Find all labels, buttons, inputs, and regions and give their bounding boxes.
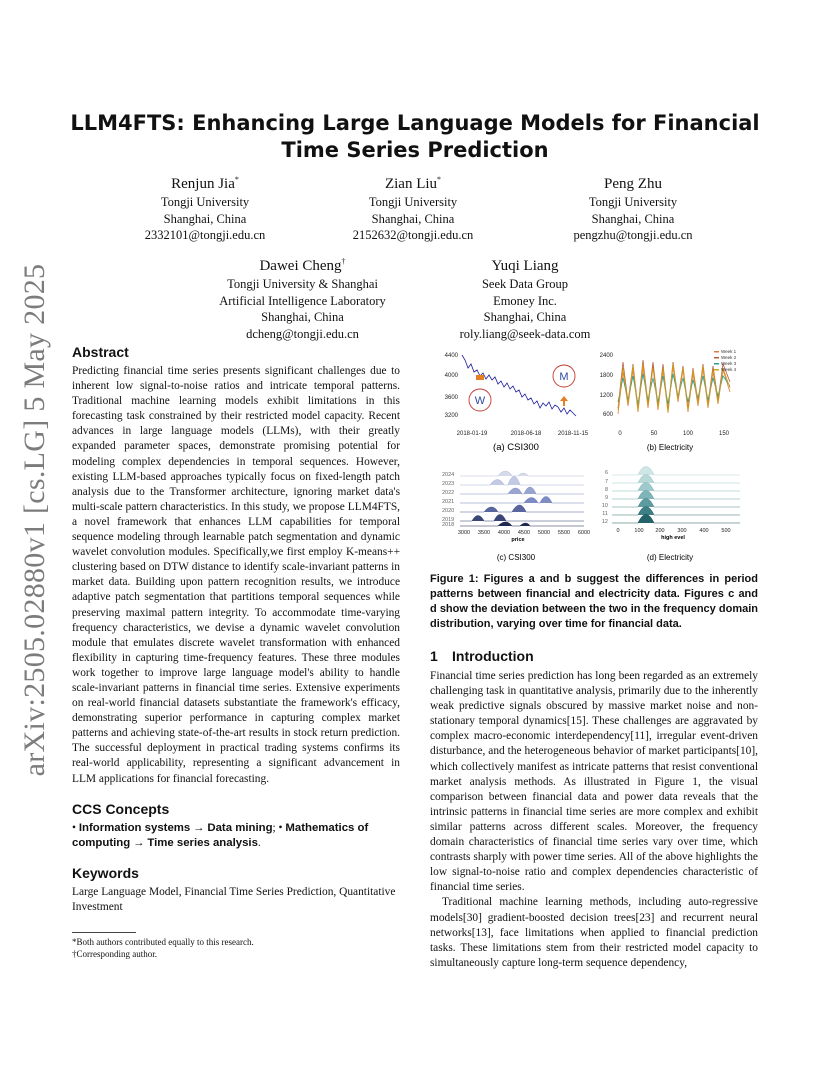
author-affiliation: Artificial Intelligence Laboratory <box>219 293 386 308</box>
panel-c-x-tick: 3000 <box>457 530 471 536</box>
panel-c-x-tick: 3500 <box>477 530 491 536</box>
pattern-letter-m: M <box>559 371 569 383</box>
panel-a-x-tick: 2018-11-15 <box>557 431 589 437</box>
pattern-letter-w: W <box>474 395 486 407</box>
panel-c-x-tick: 6000 <box>577 530 591 536</box>
paper-title: LLM4FTS: Enhancing Large Language Models for Financial Time Series Prediction <box>70 111 760 162</box>
keywords-text: Large Language Model, Financial Time Series Prediction, Quantitative Investment <box>72 885 396 913</box>
author-affiliation: Shanghai, China <box>483 310 567 324</box>
abstract-text: Predicting financial time series presents significant challenges due to inherent low signal-to-noise ratios and intricate temporal patterns. Traditional machine learning models exhibit limitations in this forecasting task constrained by their restricted model capacity. Recent advances in large language models (LLMs), with their greatly expanded parameter spaces, demonstrate promising potential for modeling complex dependencies in temporal sequences. However, existing LLM-based approaches typically focus on fixed-length patch analysis due to the Transformer architecture, ignoring market data's multi-scale pattern characteristics. In this study, we propose LLM4FTS, a novel framework that enhances LLM capabilities for temporal sequence modeling through learnable patch segmentation and dynamic wavelet convolution modules. Specifically,we first employ K-means++ clustering based on DTW distance to identify scale-invariant patterns in market data. Building upon pattern recognition results, we introduce adaptive patch segmentation that partitions temporal sequences while preserving maximal pattern integrity. To accommodate time-varying frequency characteristics, we devise a dynamic wavelet convolution module that emulates discrete wavelet transformation with enhanced flexibility in capturing time-frequency features. These three modules work together to improve large language model's ability to handle scale-invariant patterns in financial time series. Extensive experiments on real-world financial datasets substantiate the framework's efficacy, demonstrating superior performance in capturing complex market patterns and achieving state-of-the-art results in stock return prediction. The successful deployment in practical trading systems confirms its real-world applicability, representing a significant advancement in LLM applications for financial forecasting. <box>72 365 400 785</box>
author-block <box>430 252 620 342</box>
panel-d-row: 6 <box>604 470 608 476</box>
panel-b-y-tick: 2400 <box>599 353 613 359</box>
author-affiliation: Tongji University <box>368 195 458 209</box>
author-name: Peng Zhu <box>604 176 662 192</box>
author-block <box>200 252 405 342</box>
author-affiliation: Tongji University <box>160 195 250 209</box>
arxiv-identifier: arXiv:2505.02880v1 [cs.LG] 5 May 2025 <box>18 263 51 777</box>
panel-a-y-tick: 3200 <box>444 413 458 419</box>
intro-paragraph: Traditional machine learning methods, including auto-regressive models[30] gradient-boosted decision trees[23] and recurrent neural networks[13], face limitations when applied to financial prediction tasks. These limitations stem from their restricted model capacity to simultaneously capture long-term sequence dependency, <box>430 896 758 969</box>
right-column <box>430 572 758 971</box>
panel-d-row: 8 <box>604 487 608 493</box>
author-name: Renjun Jia* <box>171 175 239 192</box>
author-name: Zian Liu* <box>384 175 442 192</box>
panel-b <box>600 349 737 452</box>
subcaption-b: (b) Electricity <box>646 443 694 452</box>
ridge-e7 <box>612 475 740 484</box>
ccs-heading: CCS Concepts <box>72 800 170 817</box>
ridge-2019 <box>460 515 584 522</box>
author-block <box>538 170 728 244</box>
panel-b-legend-entry: Week 4 <box>721 367 737 372</box>
panel-c-year: 2022 <box>442 490 455 496</box>
author-affiliation: Emoney Inc. <box>493 293 557 308</box>
ccs-text: • Information systems → Data mining; • Mathematics of computing → Time series analysis. <box>72 821 369 849</box>
ridge-e9 <box>612 491 740 500</box>
panel-c-xlabel: price <box>511 537 525 543</box>
author-affiliation: Shanghai, China <box>591 211 675 226</box>
panel-c-year: 2024 <box>442 472 455 478</box>
footnote-rule <box>72 932 136 933</box>
panel-c-x-tick: 5000 <box>537 530 551 536</box>
panel-b-x-tick: 50 <box>650 431 658 437</box>
panel-d-row: 11 <box>602 511 608 517</box>
intro-paragraph: Financial time series prediction has long been regarded as an extremely challenging task in quantitative analysis, primarily due to the inherently weak predictive signals obscured by massive market noise and non-stationary temporal dynamics[15]. These challenges are aggravated by complex macro-economic interdependency[11], irregular event-driven disturbance, and the heterogeneous behavior of market participants[10], which collectively manifest as intricate patterns that resist conventional market analysis methods. As illustrated in Figure 1, the visual comparison between financial data and power data reveals that the intrinsic patterns in financial time series are more complex and exhibit similar patterns across different scales. Moreover, the frequency domain characteristics of financial time series vary over time, which contrasts sharply with power time series. All of the above highlights the low signal-to-noise ratio and complex dependencies characteristic of financial time series. <box>430 670 758 894</box>
author-affiliation: Shanghai, China <box>261 310 344 324</box>
down-arrow-icon <box>476 375 484 385</box>
panel-c <box>442 471 590 562</box>
author-affiliation: Tongji University <box>588 195 678 209</box>
section-heading <box>430 648 758 664</box>
ridge-2021 <box>460 497 584 504</box>
panel-d-x-tick: 100 <box>634 528 644 534</box>
panel-a-y-tick: 3600 <box>444 395 458 401</box>
author-affiliation: Shanghai, China <box>371 211 455 226</box>
panel-b-legend-entry: Week 1 <box>721 349 737 354</box>
author-name: Dawei Cheng† <box>259 257 346 274</box>
ridge-e6 <box>612 467 740 476</box>
ridge-2022 <box>460 487 584 494</box>
panel-a-y-tick: 4400 <box>444 353 458 359</box>
keywords-heading: Keywords <box>72 864 139 881</box>
panel-b-legend <box>714 349 737 372</box>
subcaption-a: (a) CSI300 <box>493 442 539 453</box>
author-email: pengzhu@tongji.edu.cn <box>573 228 693 242</box>
ridge-e10 <box>612 499 740 508</box>
panel-b-legend-entry: Week 3 <box>721 361 737 366</box>
ridge-2023 <box>460 477 584 486</box>
ridge-e8 <box>612 483 740 492</box>
panel-b-x-tick: 150 <box>718 431 730 437</box>
panel-b-y-tick: 1800 <box>599 373 613 379</box>
panel-c-year: 2021 <box>442 499 455 505</box>
section-number: 1 <box>430 648 438 664</box>
panel-d-row: 9 <box>604 495 608 501</box>
author-block <box>110 170 300 244</box>
panel-d-x-tick: 300 <box>677 528 687 534</box>
panel-a-x-tick: 2018-06-18 <box>510 431 542 437</box>
author-affiliation: Tongji University & Shanghai <box>227 277 378 291</box>
author-email: dcheng@tongji.edu.cn <box>246 326 359 341</box>
ridge-2018 <box>460 522 584 526</box>
panel-b-x-tick: 100 <box>682 431 694 437</box>
panel-b-legend-entry: Week 2 <box>721 355 737 360</box>
author-email: 2152632@tongji.edu.cn <box>352 228 474 242</box>
panel-c-x-tick: 4500 <box>517 530 531 536</box>
author-email: 2332101@tongji.edu.cn <box>144 228 266 242</box>
panel-d <box>602 467 740 563</box>
panel-c-year: 2018 <box>442 522 455 528</box>
subcaption-c: (c) CSI300 <box>496 553 536 562</box>
left-column <box>72 344 400 915</box>
author-affiliation: Shanghai, China <box>163 211 247 226</box>
author-affiliation: Seek Data Group <box>481 277 569 291</box>
panel-d-x-tick: 400 <box>699 528 709 534</box>
ridge-e11 <box>612 507 740 516</box>
ridge-2020 <box>460 505 584 512</box>
subcaption-d: (d) Electricity <box>646 553 694 562</box>
panel-d-row: 7 <box>604 479 608 485</box>
arxiv-sidebar <box>10 263 60 777</box>
panel-c-year: 2023 <box>442 481 455 487</box>
panel-c-x-tick: 4000 <box>497 530 511 536</box>
footnotes <box>72 936 400 960</box>
figure-caption: Figure 1: Figures a and b suggest the differences in period patterns between financial and electricity data. Figures c and d show the deviation between the two in the frequency domain distribution, varying over time for financial data. <box>430 573 758 630</box>
abstract-heading: Abstract <box>72 344 129 360</box>
footnote: †Corresponding author. <box>72 949 157 959</box>
panel-d-x-tick: 200 <box>655 528 665 534</box>
panel-d-x-tick: 500 <box>721 528 731 534</box>
panel-c-year: 2019 <box>442 517 455 523</box>
panel-b-x-tick: 0 <box>618 431 622 437</box>
panel-a-y-tick: 4000 <box>444 373 458 379</box>
up-arrow-icon <box>560 396 568 406</box>
panel-c-x-tick: 5500 <box>557 530 571 536</box>
author-block <box>318 170 508 244</box>
author-email: roly.liang@seek-data.com <box>459 326 591 341</box>
section-title: Introduction <box>452 648 534 664</box>
panel-d-x-tick: 0 <box>616 528 620 534</box>
panel-b-y-tick: 600 <box>602 412 613 418</box>
footnote: *Both authors contributed equally to this research. <box>72 937 254 947</box>
panel-d-row: 10 <box>601 503 608 509</box>
panel-d-row: 12 <box>601 519 608 525</box>
panel-d-xlabel: high evel <box>661 535 685 541</box>
author-name: Yuqi Liang <box>491 258 559 274</box>
panel-a <box>445 353 589 453</box>
panel-c-year: 2020 <box>442 508 455 514</box>
panel-a-x-tick: 2018-01-19 <box>456 431 488 437</box>
panel-b-y-tick: 1200 <box>599 393 613 399</box>
ridge-2024 <box>460 471 584 476</box>
ridge-e12 <box>612 515 740 524</box>
figure-1 <box>428 342 758 567</box>
